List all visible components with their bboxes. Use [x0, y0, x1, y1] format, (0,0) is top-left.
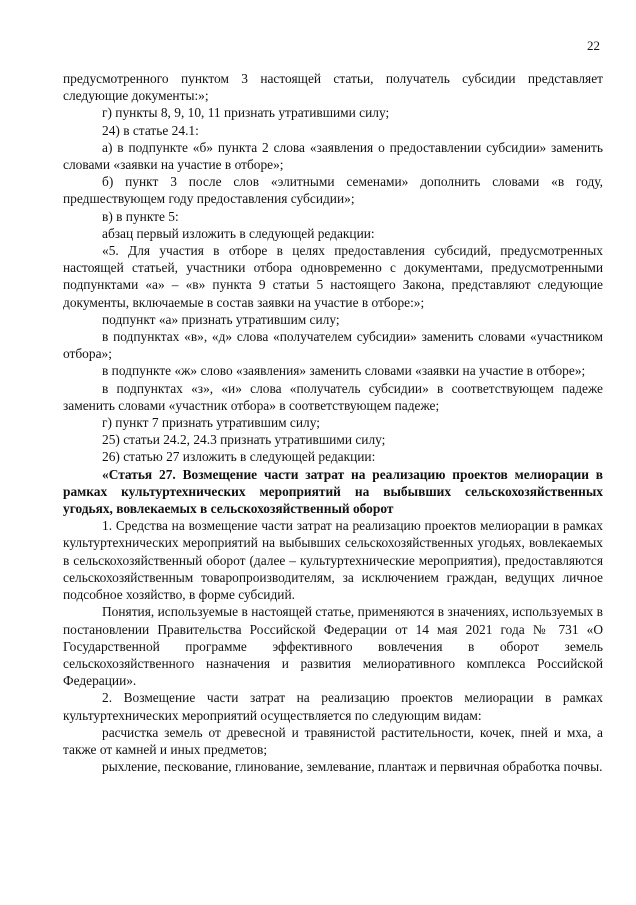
paragraph: в подпункте «ж» слово «заявления» заменить словами «заявки на участие в отборе»;	[102, 363, 586, 379]
paragraph: рыхление, пескование, глинование, землевание, плантаж и первичная обработка почвы.	[102, 759, 603, 775]
article-heading: «Статья 27. Возмещение части затрат на реализацию проектов мелиорации в рамках культуртехнических мероприятий на выбывших сельскохозяйственных угодьях, вовлекаемых в сельскохозяйственный оборот	[63, 466, 603, 517]
paragraph: г) пункты 8, 9, 10, 11 признать утратившими силу;	[102, 105, 390, 121]
paragraph: предусмотренного пунктом 3 настоящей статьи, получатель субсидии представляет следующие документы:»;	[63, 71, 603, 104]
paragraph: «5. Для участия в отборе в целях предоставления субсидий, предусмотренных настоящей статьей, участники отбора одновременно с документами, предусмотренными подпунктами «а» – «в» пункта 9 статьи 5 настоящего Закона, представляют следующие документы, включаемые в состав заявки на участие в отборе:»;	[63, 243, 603, 310]
paragraph: абзац первый изложить в следующей редакции:	[102, 225, 375, 241]
paragraph: в) в пункте 5:	[102, 208, 179, 224]
document-body	[63, 70, 603, 775]
paragraph: Понятия, используемые в настоящей статье, применяются в значениях, используемых в постановлении Правительства Российской Федерации от 14 мая 2021 года № 731 «О Государственной программе эффективного вовлечения в оборот земель сельскохозяйственного назначения и развития мелиоративного комплекса Российской Федерации».	[63, 604, 603, 689]
paragraph: 25) статьи 24.2, 24.3 признать утратившими силу;	[102, 432, 386, 448]
paragraph: 1. Средства на возмещение части затрат на реализацию проектов мелиорации в рамках культуртехнических мероприятий на выбывших сельскохозяйственных угодьях, вовлекаемых в сельскохозяйственный оборот (далее – культуртехнические мероприятия), предоставляются сельскохозяйственным товаропроизводителям, за исключением граждан, ведущих личное подсобное хозяйство, в форме субсидий.	[63, 518, 603, 603]
paragraph: 26) статью 27 изложить в следующей редакции:	[102, 449, 376, 465]
paragraph: расчистка земель от древесной и травянистой растительности, кочек, пней и мха, а также от камней и иных предметов;	[63, 724, 603, 757]
paragraph: г) пункт 7 признать утратившим силу;	[102, 415, 320, 431]
paragraph: в подпунктах «в», «д» слова «получателем субсидии» заменить словами «участником отбора»;	[63, 329, 603, 362]
paragraph: в подпунктах «з», «и» слова «получатель субсидии» в соответствующем падеже заменить словами «участник отбора» в соответствующем падеже;	[63, 380, 603, 413]
paragraph: б) пункт 3 после слов «элитными семенами» дополнить словами «в году, предшествующем году предоставления субсидии»;	[63, 174, 603, 207]
page-number: 22	[587, 38, 600, 53]
paragraph: 2. Возмещение части затрат на реализацию проектов мелиорации в рамках культуртехнических мероприятий осуществляется по следующим видам:	[63, 690, 603, 723]
paragraph: 24) в статье 24.1:	[102, 122, 199, 138]
paragraph: подпункт «а» признать утратившим силу;	[102, 311, 340, 327]
paragraph: а) в подпункте «б» пункта 2 слова «заявления о предоставлении субсидии» заменить словами «заявки на участие в отборе»;	[63, 139, 603, 173]
